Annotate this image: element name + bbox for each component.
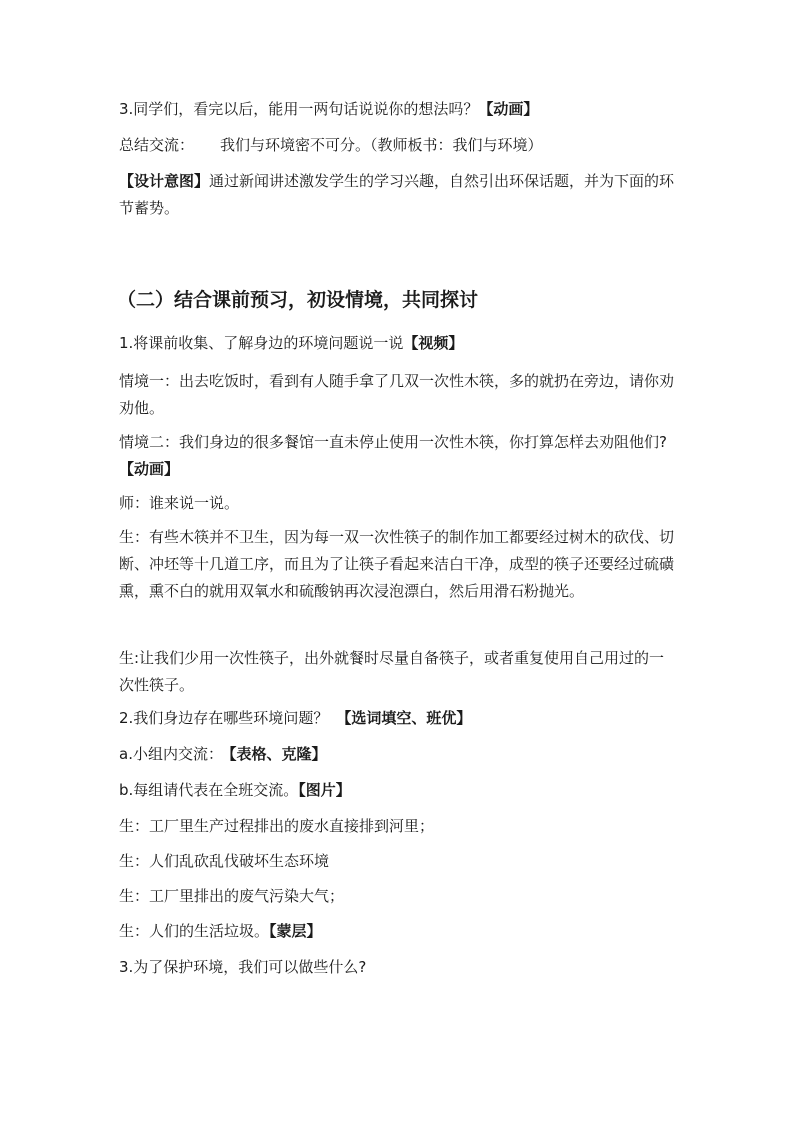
summary-text: 我们与环境密不可分。（教师板书：我们与环境）: [220, 136, 543, 154]
scenario-2-animation-tag: 【动画】: [119, 460, 180, 478]
student-1-paragraph: 生：有些木筷并不卫生，因为每一双一次性筷子的制作加工都要经过树木的砍伐、切断、冲坯等十几道工序，而且为了让筷子看起来洁白干净，成型的筷子还要经过硫磺熏，熏不白的就用双氧水和硫酸钠再次浸泡漂白，然后用滑石粉抛光。: [119, 528, 675, 600]
item-2-line: [119, 706, 679, 731]
animation-tag: 【动画】: [478, 100, 539, 118]
image-tag: 【图片】: [298, 781, 351, 799]
item-2a-text: a.小组内交流：: [119, 745, 223, 763]
design-intent-tag: 【设计意图】: [119, 172, 210, 190]
scenario-1-paragraph: 情境一：出去吃饭时，看到有人随手拿了几双一次性木筷，多的就扔在旁边，请你劝劝他。: [119, 372, 675, 417]
answer-4-text: 生：人们的生活垃圾。: [119, 922, 270, 940]
mask-tag: 【蒙层】: [269, 922, 322, 940]
answer-1-line: 生：工厂里生产过程排出的废水直接排到河里；: [119, 817, 435, 835]
item-2b-text: b.每组请代表在全班交流。: [119, 781, 299, 799]
student-2-paragraph: 生:让我们少用一次性筷子，出外就餐时尽量自备筷子，或者重复使用自己用过的一次性筷子。: [119, 649, 665, 694]
teacher-line: 师：谁来说一说。: [119, 494, 240, 512]
item-2b-line: [119, 778, 679, 803]
item-1-text: 1.将课前收集、了解身边的环境问题说一说: [119, 334, 404, 352]
question-3-line: [119, 97, 679, 122]
design-intent-paragraph: [119, 168, 675, 222]
summary-label: 总结交流：: [119, 136, 195, 154]
answer-2-line: 生：人们乱砍乱伐破坏生态环境: [119, 852, 330, 870]
design-intent-text: 通过新闻讲述激发学生的学习兴趣，自然引出环保话题，并为下面的环节蓄势。: [119, 172, 675, 217]
item-2a-line: [119, 742, 679, 767]
summary-line: [119, 133, 679, 158]
table-clone-tag: 【表格、克隆】: [228, 745, 327, 763]
question-3-text: 3.同学们，看完以后，能用一两句话说说你的想法吗？: [119, 100, 479, 118]
answer-4-line: [119, 919, 679, 944]
scenario-2-text: 情境二：我们身边的很多餐馆一直未停止使用一次性木筷，你打算怎样去劝阻他们?: [119, 433, 667, 451]
video-tag: 【视频】: [403, 334, 464, 352]
item-3-line: 3.为了保护环境，我们可以做些什么?: [119, 958, 367, 976]
fill-in-tag: 【选词填空、班优】: [336, 709, 472, 727]
item-1-line: [119, 331, 679, 356]
answer-3-line: 生：工厂里排出的废气污染大气；: [119, 887, 345, 905]
scenario-2-paragraph: [119, 429, 675, 483]
section-2-heading: （二）结合课前预习，初设情境，共同探讨: [117, 289, 479, 311]
item-2-text: 2.我们身边存在哪些环境问题？: [119, 709, 329, 727]
